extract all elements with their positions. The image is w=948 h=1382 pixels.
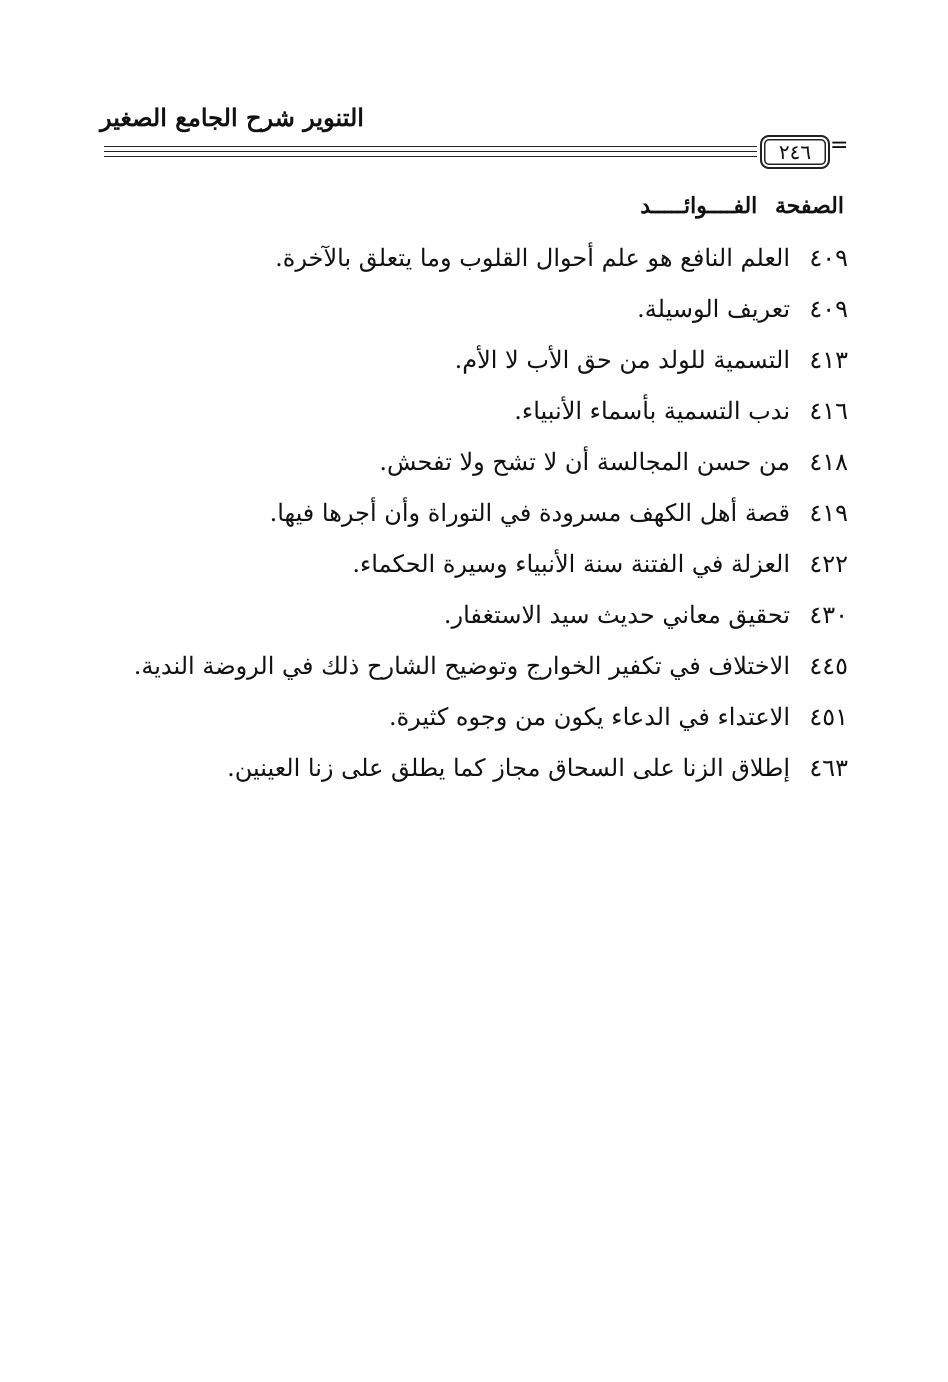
page-number-badge [760,135,830,169]
entry-page-number: ٤٥١ [809,702,848,731]
list-item [134,436,848,487]
entry-text: العزلة في الفتنة سنة الأنبياء وسيرة الحكماء. [352,549,790,578]
entry-text: الاختلاف في تكفير الخوارج وتوضيح الشارح ذلك في الروضة الندية. [133,651,790,680]
entry-text: تعريف الوسيلة. [637,294,790,323]
header-rule [104,156,757,157]
entry-text: قصة أهل الكهف مسرودة في التوراة وأن أجرها فيها. [269,498,790,527]
entry-page-number: ٤١٦ [809,396,848,425]
entry-page-number: ٤٤٥ [809,651,848,680]
entry-page-number: ٤١٩ [809,498,848,527]
list-item [134,742,848,793]
entry-text: إطلاق الزنا على السحاق مجاز كما يطلق على زنا العينين. [227,753,790,782]
entry-page-number: ٤١٣ [809,345,848,374]
header-rule [104,146,757,147]
entry-page-number: ٤٠٩ [809,294,848,323]
entry-text: العلم النافع هو علم أحوال القلوب وما يتعلق بالآخرة. [275,243,790,272]
header-rule [104,151,757,152]
list-item [134,334,848,385]
list-item [134,640,848,691]
list-item [134,232,848,283]
list-item [134,283,848,334]
entry-page-number: ٤٠٩ [809,243,848,272]
entry-page-number: ٤١٨ [809,447,848,476]
entry-text: من حسن المجالسة أن لا تشح ولا تفحش. [379,447,790,476]
book-title: التنوير شرح الجامع الصغير [100,103,364,132]
list-item [134,538,848,589]
entry-text: ندب التسمية بأسماء الأنبياء. [514,396,790,425]
page-number: ٢٤٦ [778,140,812,164]
list-item [134,487,848,538]
benefits-index-list [134,232,848,793]
entry-page-number: ٤٦٣ [809,753,848,782]
column-headers [640,193,844,219]
topic-column-header: الفــــوائـــــد [640,193,758,219]
list-item [134,691,848,742]
list-item [134,589,848,640]
entry-page-number: ٤٢٢ [809,549,848,578]
entry-text: التسمية للولد من حق الأب لا الأم. [454,345,790,374]
page-column-header: الصفحة [774,193,844,219]
entry-text: تحقيق معاني حديث سيد الاستغفار. [443,600,790,629]
list-item [134,385,848,436]
entry-page-number: ٤٣٠ [809,600,848,629]
header-side-mark: = [830,133,849,158]
entry-text: الاعتداء في الدعاء يكون من وجوه كثيرة. [388,702,790,731]
